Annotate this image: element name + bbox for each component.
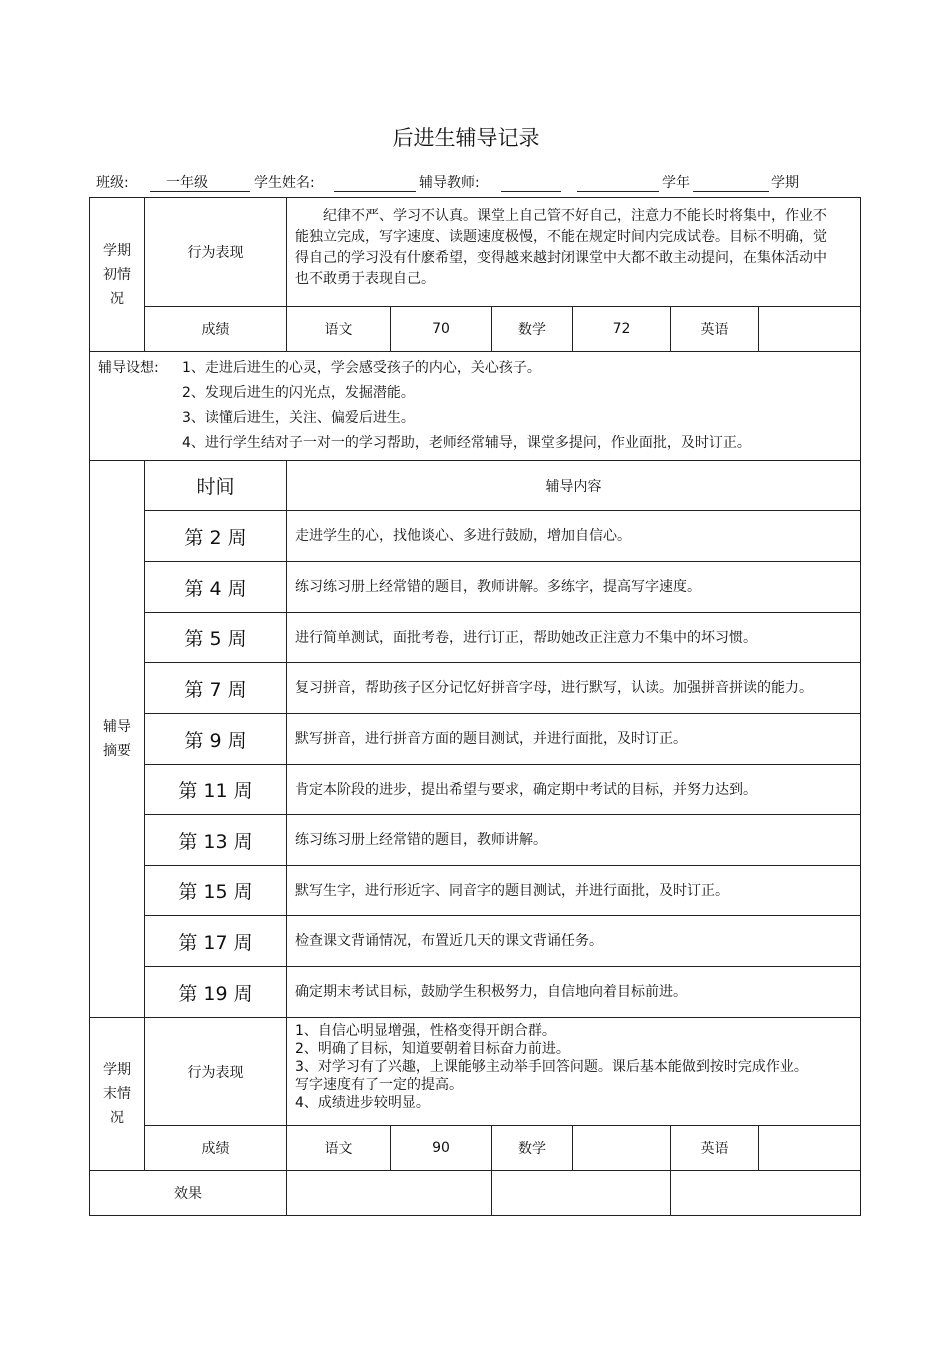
start-english-label: 英语 [671, 307, 759, 352]
plan-label: 辅导设想: [98, 360, 159, 376]
teacher-label: 辅导教师: [419, 175, 480, 191]
page-title: 后进生辅导记录 [392, 126, 540, 150]
end-behavior-list [287, 1018, 861, 1126]
end-behavior-item: 4、成绩进步较明显。 [295, 1095, 430, 1111]
content-header: 辅导内容 [287, 461, 861, 511]
plan-item: 1、走进后进生的心灵，学会感受孩子的内心，关心孩子。 [182, 360, 541, 376]
plan-cell [90, 352, 861, 461]
end-behavior-item: 3、对学习有了兴趣，上课能够主动举手回答问题。课后基本能做到按时完成作业。写字速度有了一定的提高。 [295, 1059, 808, 1093]
week-cell: 第 7 周 [145, 663, 287, 714]
effect-cell-1 [287, 1171, 492, 1216]
class-label: 班级: [96, 175, 129, 191]
end-behavior-item: 1、自信心明显增强，性格变得开朗合群。 [295, 1023, 556, 1039]
content-cell: 走进学生的心，找他谈心、多进行鼓励，增加自信心。 [287, 511, 861, 562]
content-cell: 进行简单测试，面批考卷，进行订正，帮助她改正注意力不集中的坏习惯。 [287, 613, 861, 663]
week-cell: 第 19 周 [145, 967, 287, 1018]
end-chinese-label: 语文 [287, 1126, 391, 1171]
start-english-score [759, 307, 861, 352]
week-cell: 第 11 周 [145, 765, 287, 815]
content-cell: 肯定本阶段的进步，提出希望与要求，确定期中考试的目标，并努力达到。 [287, 765, 861, 815]
end-math-label: 数学 [492, 1126, 573, 1171]
year-label: 学年 [662, 175, 690, 191]
effect-cell-2 [492, 1171, 671, 1216]
week-cell: 第 17 周 [145, 916, 287, 967]
class-value: 一年级 [166, 175, 208, 191]
plan-item: 2、发现后进生的闪光点，发掘潜能。 [182, 385, 415, 401]
start-behavior-text: 纪律不严、学习不认真。课堂上自己管不好自己，注意力不能长时将集中，作业不能独立完成，写字速度、读题速度极慢，不能在规定时间内完成试卷。目标不明确，觉得自己的学习没有什麽希望，变得越来越封闭课堂中大都不敢主动提问，在集体活动中也不敢勇于表现自己。 [287, 198, 861, 307]
student-label: 学生姓名: [254, 175, 315, 191]
content-cell: 默写拼音，进行拼音方面的题目测试，并进行面批，及时订正。 [287, 714, 861, 765]
end-english-label: 英语 [671, 1126, 759, 1171]
info-line [96, 172, 816, 194]
end-english-score [759, 1126, 861, 1171]
content-cell: 检查课文背诵情况，布置近几天的课文背诵任务。 [287, 916, 861, 967]
student-name-blank[interactable] [334, 191, 416, 192]
content-cell: 确定期末考试目标，鼓励学生积极努力，自信地向着目标前进。 [287, 967, 861, 1018]
content-cell: 复习拼音，帮助孩子区分记忆好拼音字母，进行默写，认读。加强拼音拼读的能力。 [287, 663, 861, 714]
effect-cell-3 [671, 1171, 861, 1216]
content-cell: 练习练习册上经常错的题目，教师讲解。 [287, 815, 861, 866]
term-label: 学期 [771, 175, 799, 191]
week-cell: 第 2 周 [145, 511, 287, 562]
start-scores-label: 成绩 [145, 307, 287, 352]
record-table [89, 197, 861, 1216]
term-blank[interactable] [693, 191, 769, 192]
content-cell: 默写生字，进行形近字、同音字的题目测试，并进行面批，及时订正。 [287, 866, 861, 916]
plan-item: 4、进行学生结对子一对一的学习帮助，老师经常辅导，课堂多提问，作业面批，及时订正。 [182, 435, 751, 451]
end-chinese-score: 90 [391, 1126, 492, 1171]
start-section-label: 学期 初情 况 [90, 198, 145, 352]
end-scores-label: 成绩 [145, 1126, 287, 1171]
week-cell: 第 13 周 [145, 815, 287, 866]
end-math-score [573, 1126, 671, 1171]
week-cell: 第 4 周 [145, 562, 287, 613]
end-behavior-item: 2、明确了目标，知道要朝着目标奋力前进。 [295, 1041, 570, 1057]
teacher-name-blank[interactable] [501, 191, 561, 192]
year-blank[interactable] [577, 191, 659, 192]
start-behavior-label: 行为表现 [145, 198, 287, 307]
week-cell: 第 15 周 [145, 866, 287, 916]
content-cell: 练习练习册上经常错的题目，教师讲解。多练字，提高写字速度。 [287, 562, 861, 613]
summary-section-label: 辅导 摘要 [90, 461, 145, 1018]
start-math-label: 数学 [492, 307, 573, 352]
week-cell: 第 9 周 [145, 714, 287, 765]
effect-label: 效果 [90, 1171, 287, 1216]
time-header: 时间 [145, 461, 287, 511]
start-chinese-score: 70 [391, 307, 492, 352]
plan-item: 3、读懂后进生，关注、偏爱后进生。 [182, 410, 415, 426]
start-math-score: 72 [573, 307, 671, 352]
end-behavior-label: 行为表现 [145, 1018, 287, 1126]
start-chinese-label: 语文 [287, 307, 391, 352]
end-section-label: 学期 末情 况 [90, 1018, 145, 1171]
week-cell: 第 5 周 [145, 613, 287, 663]
